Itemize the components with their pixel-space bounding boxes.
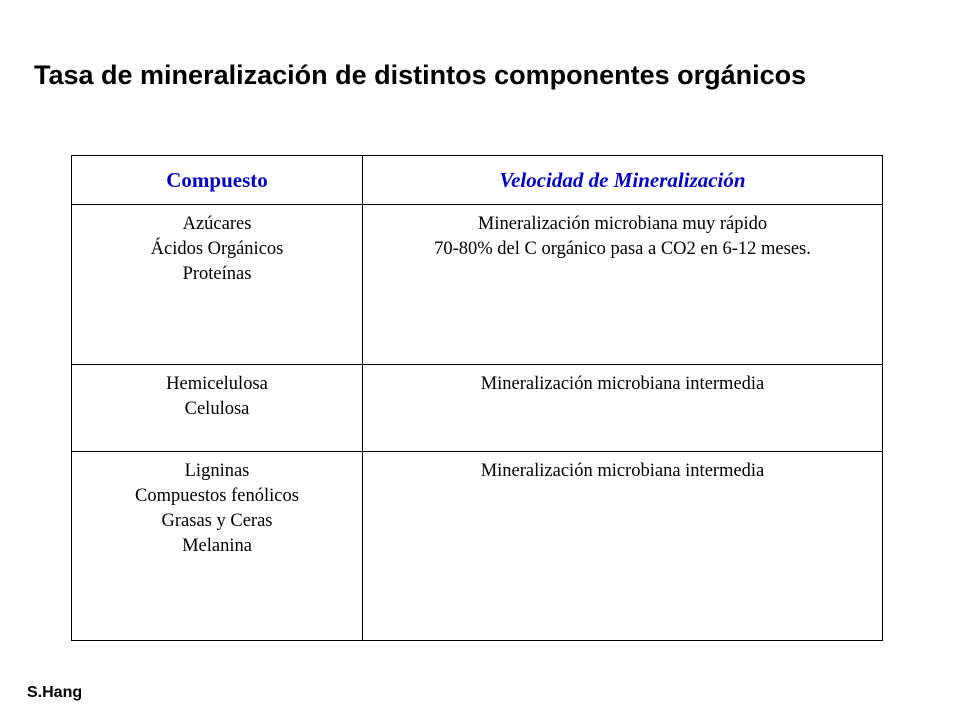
rate-line: 70-80% del C orgánico pasa a CO2 en 6-12 meses. — [434, 239, 811, 259]
compound-item: Ligninas — [184, 461, 250, 481]
page-title: Tasa de mineralización de distintos componentes orgánicos — [34, 60, 807, 90]
compound-item: Azúcares — [182, 214, 252, 234]
header-velocidad: Velocidad de Mineralización — [363, 156, 883, 205]
rate-line: Mineralización microbiana intermedia — [480, 461, 765, 481]
compound-item: Celulosa — [184, 399, 250, 419]
compound-item: Proteínas — [182, 264, 252, 284]
table-row — [72, 452, 883, 641]
compound-item: Ácidos Orgánicos — [150, 239, 284, 259]
compound-item: Hemicelulosa — [166, 374, 268, 394]
rate-cell — [363, 205, 883, 365]
compounds-cell — [72, 205, 363, 365]
rate-cell — [363, 365, 883, 452]
author-credit: S.Hang — [27, 684, 83, 701]
table-header-row — [72, 156, 883, 205]
compound-item: Compuestos fenólicos — [135, 486, 299, 506]
rate-line: Mineralización microbiana intermedia — [480, 374, 765, 394]
compound-item: Grasas y Ceras — [161, 511, 273, 531]
rate-line: Mineralización microbiana muy rápido — [477, 214, 768, 234]
compound-item: Melanina — [182, 536, 252, 556]
table-row — [72, 205, 883, 365]
rate-cell — [363, 452, 883, 641]
compounds-cell — [72, 365, 363, 452]
table-row — [72, 365, 883, 452]
header-compuesto: Compuesto — [72, 156, 363, 205]
compounds-cell — [72, 452, 363, 641]
mineralization-table — [71, 155, 883, 641]
